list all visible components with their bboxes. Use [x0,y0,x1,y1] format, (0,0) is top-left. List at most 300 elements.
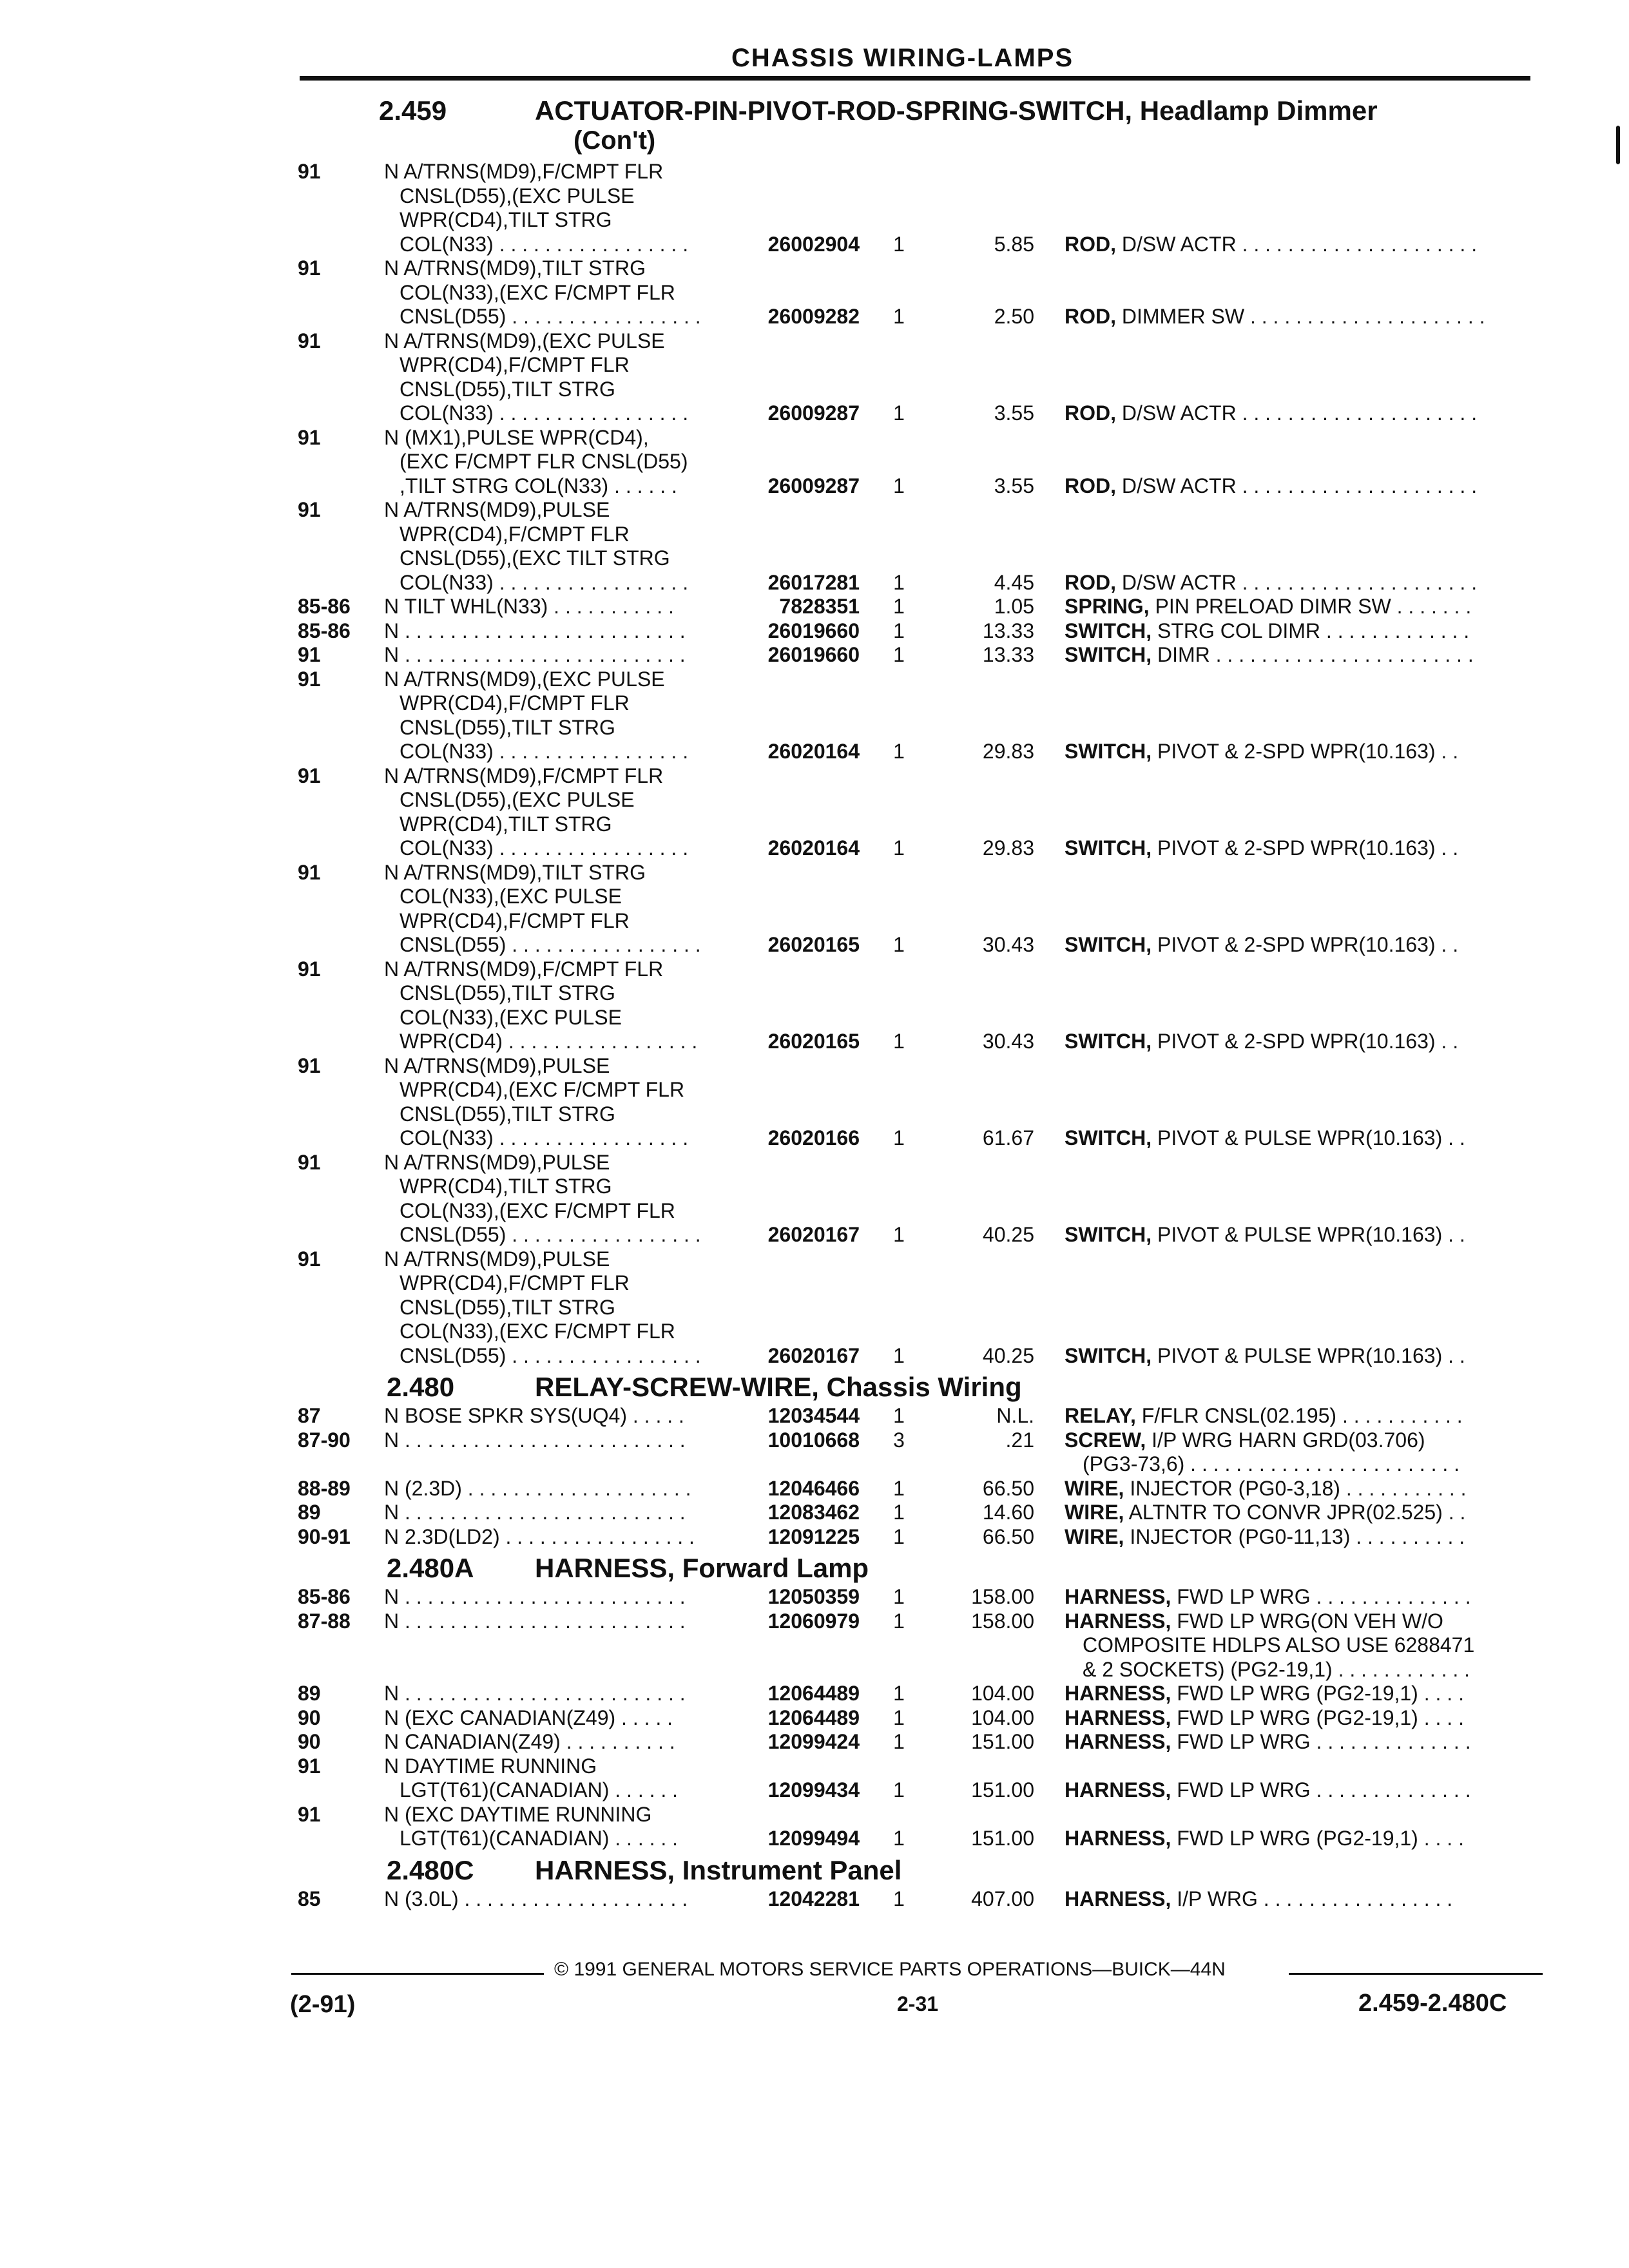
row-year: 90 [298,1706,321,1729]
row-price: 104.00 [971,1682,1034,1705]
row-note: CNSL(D55),TILT STRG [400,1295,615,1319]
table-row [0,1173,1629,1198]
row-part-number: 26019660 [767,619,860,642]
row-part-number: 12046466 [767,1476,860,1500]
row-note: N . . . . . . . . . . . . . . . . . . . . . . . . . [384,643,686,666]
table-row [0,400,1629,425]
table-row [0,1802,1629,1826]
row-part-number: 26009287 [767,401,860,425]
section-title [535,1553,869,1584]
row-note: N A/TRNS(MD9),PULSE [384,498,610,521]
row-quantity: 1 [893,1524,905,1548]
row-description-text: DIMMER SW . . . . . . . . . . . . . . . . . . . . . [1116,305,1485,328]
table-row [0,811,1629,836]
table-row [0,618,1629,642]
row-description [1065,571,1528,595]
row-description-bold: ROD, [1065,401,1116,425]
row-description-bold: SWITCH, [1065,1223,1152,1246]
table-row [0,1246,1629,1271]
row-note: N BOSE SPKR SYS(UQ4) . . . . . [384,1404,684,1427]
section-number: 2.480A [387,1553,474,1583]
row-note: N A/TRNS(MD9),(EXC PULSE [384,329,665,352]
row-year: 87-90 [298,1428,351,1452]
row-description [1065,1778,1528,1802]
row-description [1065,1126,1528,1150]
row-price: 151.00 [971,1827,1034,1850]
row-description-text: (PG3-73,6) . . . . . . . . . . . . . . . . . . . . . . . . [1083,1452,1460,1475]
table-row [0,1657,1629,1681]
row-note: WPR(CD4),(EXC F/CMPT FLR [400,1078,685,1101]
table-row [0,1584,1629,1608]
row-price: 151.00 [971,1730,1034,1753]
row-year: 89 [298,1682,321,1705]
section-title [535,1855,901,1886]
table-row [0,1222,1629,1246]
row-year: 91 [298,1150,321,1174]
section-subtitle-row [0,126,1629,159]
row-description [1065,933,1528,957]
table-row [0,932,1629,956]
row-description-bold: RELAY, [1065,1404,1136,1427]
table-row [0,690,1629,715]
footer-rule-left [291,1973,544,1975]
footer-page-number: 2-31 [897,1992,939,2015]
table-row [0,1053,1629,1077]
row-quantity: 1 [893,401,905,425]
table-row [0,570,1629,594]
row-part-number: 26020164 [767,740,860,763]
section-title-bold: HARNESS, [535,1553,675,1583]
table-row [0,1343,1629,1367]
row-note: N (EXC CANADIAN(Z49) . . . . . [384,1706,673,1729]
row-description-text: FWD LP WRG (PG2-19,1) . . . . [1171,1827,1464,1850]
row-description [1065,1730,1528,1754]
row-description [1083,1658,1528,1682]
row-note: (EXC F/CMPT FLR CNSL(D55) [400,450,688,473]
row-description [1065,740,1528,764]
row-description-text: D/SW ACTR . . . . . . . . . . . . . . . . . . . . . [1116,232,1478,256]
row-price: 14.60 [982,1501,1034,1524]
table-row [0,1608,1629,1633]
row-note: COL(N33),(EXC PULSE [400,885,622,908]
table-row [0,1777,1629,1802]
row-description-bold: SCREW, [1065,1428,1146,1452]
row-price: 151.00 [971,1778,1034,1802]
row-description-text: FWD LP WRG (PG2-19,1) . . . . [1171,1682,1464,1705]
table-row [0,159,1629,183]
row-description [1065,1501,1528,1524]
row-quantity: 1 [893,595,905,618]
row-description-text: PIVOT & PULSE WPR(10.163) . . [1152,1343,1465,1367]
row-part-number: 26009282 [767,305,860,328]
row-note: N TILT WHL(N33) . . . . . . . . . . . [384,595,674,618]
row-description-text: FWD LP WRG (PG2-19,1) . . . . [1171,1706,1464,1729]
row-quantity: 1 [893,1501,905,1524]
row-description [1065,643,1528,667]
row-quantity: 1 [893,1730,905,1753]
row-price: N.L. [996,1404,1034,1427]
row-quantity: 1 [893,570,905,594]
row-note: N (2.3D) . . . . . . . . . . . . . . . . . . . . [384,1476,691,1500]
row-note: COL(N33),(EXC PULSE [400,1005,622,1029]
row-note: N . . . . . . . . . . . . . . . . . . . . . . . . . [384,1682,686,1705]
row-note: N . . . . . . . . . . . . . . . . . . . . . . . . . [384,1609,686,1633]
row-note: CNSL(D55),(EXC PULSE [400,788,635,811]
row-description-text: D/SW ACTR . . . . . . . . . . . . . . . . . . . . . [1116,474,1478,497]
row-quantity: 1 [893,1682,905,1705]
table-row [0,1198,1629,1222]
footer-rule-right [1289,1973,1543,1975]
row-description-bold: WIRE, [1065,1476,1124,1500]
row-description-bold: SWITCH, [1065,619,1152,642]
parts-list [0,90,1629,1910]
row-part-number: 12099494 [767,1827,860,1850]
row-note: N . . . . . . . . . . . . . . . . . . . . . . . . . [384,619,686,642]
row-note: WPR(CD4),F/CMPT FLR [400,691,630,715]
row-price: 407.00 [971,1887,1034,1910]
row-description [1065,1682,1528,1706]
row-note: N A/TRNS(MD9),F/CMPT FLR [384,957,664,981]
row-description-bold: HARNESS, [1065,1887,1171,1910]
row-note: WPR(CD4),F/CMPT FLR [400,522,630,546]
row-description [1065,1585,1528,1609]
table-row [0,231,1629,256]
row-quantity: 1 [893,1404,905,1427]
row-price: 40.25 [982,1223,1034,1246]
table-row [0,787,1629,811]
row-price: 40.25 [982,1343,1034,1367]
row-description [1065,836,1528,860]
row-year: 91 [298,643,321,666]
row-note: CNSL(D55),TILT STRG [400,1102,615,1126]
row-quantity: 1 [893,619,905,642]
row-note: COL(N33) . . . . . . . . . . . . . . . . . [400,570,689,594]
table-row [0,1403,1629,1427]
row-year: 89 [298,1501,321,1524]
row-description-text: STRG COL DIMR . . . . . . . . . . . . . [1152,619,1470,642]
row-note: WPR(CD4),TILT STRG [400,208,612,231]
row-year: 87-88 [298,1609,351,1633]
row-description-bold: SWITCH, [1065,933,1152,956]
row-description-bold: HARNESS, [1065,1609,1171,1633]
row-price: 158.00 [971,1609,1034,1633]
row-part-number: 12034544 [767,1404,860,1427]
row-note: COL(N33),(EXC F/CMPT FLR [400,1198,675,1222]
table-row [0,1004,1629,1029]
section-title [535,1372,1022,1403]
table-row [0,255,1629,280]
section-heading [0,90,1629,126]
row-description-bold: SWITCH, [1065,836,1152,860]
row-year: 88-89 [298,1476,351,1500]
row-year: 91 [298,1754,321,1778]
row-price: 1.05 [994,595,1034,618]
row-description-bold: ROD, [1065,232,1116,256]
table-row [0,207,1629,231]
table-row [0,642,1629,666]
section-title [535,95,1378,126]
table-row [0,1028,1629,1053]
row-description [1065,1610,1528,1633]
row-note: N . . . . . . . . . . . . . . . . . . . . . . . . . [384,1428,686,1452]
table-row [0,1825,1629,1850]
row-description-bold: SWITCH, [1065,643,1152,666]
table-row [0,545,1629,570]
row-description-text: FWD LP WRG(ON VEH W/O [1171,1609,1443,1633]
row-part-number: 12064489 [767,1682,860,1705]
row-description-text: PIN PRELOAD DIMR SW . . . . . . . [1149,595,1472,618]
row-quantity: 1 [893,933,905,956]
row-year: 91 [298,667,321,691]
row-note: CNSL(D55),TILT STRG [400,981,615,1004]
table-row [0,1318,1629,1343]
row-note: N A/TRNS(MD9),PULSE [384,1150,610,1174]
table-row [0,183,1629,207]
row-quantity: 1 [893,305,905,328]
section-heading [0,1367,1629,1403]
row-description-bold: ROD, [1065,305,1116,328]
row-description-text: I/P WRG HARN GRD(03.706) [1146,1428,1425,1452]
row-price: 3.55 [994,474,1034,497]
row-note: N A/TRNS(MD9),F/CMPT FLR [384,764,664,787]
row-part-number: 26020167 [767,1343,860,1367]
table-row [0,666,1629,691]
section-title-bold: RELAY-SCREW-WIRE, [535,1372,819,1402]
footer-section-range: 2.459-2.480C [1358,1990,1507,2017]
row-note: LGT(T61)(CANADIAN) . . . . . . [400,1827,679,1850]
row-description [1065,1827,1528,1850]
table-row [0,763,1629,787]
row-note: WPR(CD4),TILT STRG [400,812,612,836]
table-row [0,908,1629,932]
footer-date: (2-91) [290,1991,356,2018]
section-title-rest: Headlamp Dimmer [1132,95,1378,126]
row-price: 2.50 [994,305,1034,328]
row-quantity: 1 [893,836,905,860]
table-row [0,448,1629,473]
table-row [0,1499,1629,1524]
row-note: N . . . . . . . . . . . . . . . . . . . . . . . . . [384,1501,686,1524]
section-heading [0,1548,1629,1584]
row-description [1065,474,1528,498]
row-price: 104.00 [971,1706,1034,1729]
table-row [0,1524,1629,1548]
table-row [0,1077,1629,1101]
row-part-number: 26020165 [767,933,860,956]
row-part-number: 26020164 [767,836,860,860]
row-year: 91 [298,425,321,449]
row-description-bold: HARNESS, [1065,1585,1171,1608]
section-title-bold: HARNESS, [535,1854,675,1885]
row-description-text: PIVOT & PULSE WPR(10.163) . . [1152,1223,1465,1246]
table-row [0,280,1629,304]
table-row [0,1729,1629,1753]
footer-copyright: © 1991 GENERAL MOTORS SERVICE PARTS OPERATIONS—BUICK—44N [554,1959,1226,1980]
row-part-number: 12099424 [767,1730,860,1753]
table-row [0,860,1629,884]
row-note: COL(N33) . . . . . . . . . . . . . . . . . [400,401,689,425]
table-row [0,1886,1629,1910]
row-description-bold: HARNESS, [1065,1827,1171,1850]
table-row [0,328,1629,352]
table-row [0,1451,1629,1475]
row-year: 91 [298,860,321,884]
row-year: 91 [298,1053,321,1077]
row-description-bold: HARNESS, [1065,1706,1171,1729]
row-description [1065,305,1528,329]
row-year: 91 [298,1802,321,1826]
section-title-rest: Chassis Wiring [818,1372,1022,1402]
row-note: N (3.0L) . . . . . . . . . . . . . . . . . . . . [384,1887,688,1910]
row-quantity: 1 [893,1609,905,1633]
row-note: WPR(CD4),F/CMPT FLR [400,353,630,376]
row-price: 4.45 [994,570,1034,594]
row-quantity: 1 [893,1887,905,1910]
row-part-number: 12091225 [767,1524,860,1548]
row-note: N A/TRNS(MD9),F/CMPT FLR [384,160,664,183]
row-note: N A/TRNS(MD9),(EXC PULSE [384,667,665,691]
table-row [0,352,1629,376]
row-note: CNSL(D55) . . . . . . . . . . . . . . . . . [400,933,701,956]
row-note: N A/TRNS(MD9),TILT STRG [384,860,646,884]
row-description-text: INJECTOR (PG0-11,13) . . . . . . . . . . [1124,1524,1465,1548]
row-note: COL(N33) . . . . . . . . . . . . . . . . . [400,836,689,860]
section-number: 2.480C [387,1854,474,1885]
row-note: CNSL(D55),TILT STRG [400,377,615,401]
row-note: N 2.3D(LD2) . . . . . . . . . . . . . . . . . [384,1524,695,1548]
row-note: ,TILT STRG COL(N33) . . . . . . [400,474,677,497]
row-note: WPR(CD4),TILT STRG [400,1175,612,1198]
row-quantity: 1 [893,643,905,666]
row-description-text: DIMR . . . . . . . . . . . . . . . . . . . . . . . [1152,643,1474,666]
row-price: 30.43 [982,933,1034,956]
row-price: 66.50 [982,1524,1034,1548]
row-description [1065,233,1528,256]
row-quantity: 1 [893,232,905,256]
row-note: CNSL(D55),TILT STRG [400,715,615,739]
row-note: CNSL(D55) . . . . . . . . . . . . . . . . . [400,305,701,328]
row-note: N A/TRNS(MD9),TILT STRG [384,256,646,280]
table-row [0,1427,1629,1452]
row-description-bold: SWITCH, [1065,1030,1152,1053]
row-price: 61.67 [982,1126,1034,1149]
row-description-text: PIVOT & 2-SPD WPR(10.163) . . [1152,1030,1459,1053]
row-price: 5.85 [994,232,1034,256]
row-note: WPR(CD4),F/CMPT FLR [400,1271,630,1294]
table-row [0,980,1629,1004]
row-quantity: 1 [893,1706,905,1729]
row-part-number: 26020166 [767,1126,860,1149]
row-part-number: 12064489 [767,1706,860,1729]
row-year: 91 [298,498,321,521]
row-price: 29.83 [982,836,1034,860]
table-row [0,376,1629,401]
row-note: N A/TRNS(MD9),PULSE [384,1247,610,1271]
table-row [0,1101,1629,1126]
row-year: 91 [298,256,321,280]
section-subtitle: (Con't) [574,126,656,155]
row-description [1065,1344,1528,1368]
table-row [0,497,1629,521]
row-note: COL(N33),(EXC F/CMPT FLR [400,1320,675,1343]
row-note: N CANADIAN(Z49) . . . . . . . . . . [384,1730,675,1753]
row-note: WPR(CD4) . . . . . . . . . . . . . . . . . [400,1030,698,1053]
row-year: 85-86 [298,595,351,618]
row-description-text: COMPOSITE HDLPS ALSO USE 6288471 [1083,1633,1475,1657]
row-part-number: 12042281 [767,1887,860,1910]
table-row [0,715,1629,739]
row-note: CNSL(D55),(EXC TILT STRG [400,546,670,570]
table-row [0,738,1629,763]
row-note: COL(N33) . . . . . . . . . . . . . . . . . [400,740,689,763]
row-description-bold: WIRE, [1065,1524,1124,1548]
row-description-text: ALTNTR TO CONVR JPR(02.525) . . [1124,1501,1466,1524]
row-note: N DAYTIME RUNNING [384,1754,597,1778]
row-quantity: 1 [893,1030,905,1053]
row-price: 29.83 [982,740,1034,763]
row-note: WPR(CD4),F/CMPT FLR [400,908,630,932]
table-row [0,473,1629,497]
row-quantity: 1 [893,1827,905,1850]
table-row [0,425,1629,449]
row-description [1065,595,1528,619]
row-note: COL(N33) . . . . . . . . . . . . . . . . . [400,232,689,256]
row-year: 85-86 [298,619,351,642]
row-description [1065,1428,1528,1452]
section-heading [0,1850,1629,1886]
row-description [1083,1633,1528,1657]
section-number: 2.480 [387,1372,455,1402]
row-note: LGT(T61)(CANADIAN) . . . . . . [400,1778,679,1802]
row-price: 158.00 [971,1585,1034,1608]
row-quantity: 3 [893,1428,905,1452]
row-description-bold: SWITCH, [1065,740,1152,763]
row-quantity: 1 [893,1778,905,1802]
row-description-text: D/SW ACTR . . . . . . . . . . . . . . . . . . . . . [1116,401,1478,425]
table-row [0,835,1629,860]
table-row [0,521,1629,546]
table-row [0,1680,1629,1705]
row-part-number: 12099434 [767,1778,860,1802]
row-description-text: INJECTOR (PG0-3,18) . . . . . . . . . . . [1124,1476,1467,1500]
row-description [1065,1404,1528,1428]
row-description-bold: SPRING, [1065,595,1150,618]
page-header [300,24,1530,81]
row-year: 91 [298,160,321,183]
row-description [1065,1887,1528,1911]
row-note: CNSL(D55),(EXC PULSE [400,184,635,207]
section-title-rest: Forward Lamp [675,1553,869,1583]
row-note: N A/TRNS(MD9),PULSE [384,1053,610,1077]
row-price: .21 [1005,1428,1034,1452]
row-description-text: FWD LP WRG . . . . . . . . . . . . . . [1171,1730,1471,1753]
row-description-bold: HARNESS, [1065,1682,1171,1705]
row-year: 91 [298,1247,321,1271]
row-part-number: 26017281 [767,570,860,594]
table-row [0,1149,1629,1174]
row-description-text: PIVOT & 2-SPD WPR(10.163) . . [1152,933,1459,956]
table-row [0,303,1629,328]
row-part-number: 26020167 [767,1223,860,1246]
table-row [0,1632,1629,1657]
row-description [1065,619,1528,643]
row-part-number: 26019660 [767,643,860,666]
row-description [1065,1706,1528,1730]
row-description-text: F/FLR CNSL(02.195) . . . . . . . . . . . [1135,1404,1463,1427]
table-row [0,593,1629,618]
row-note: N (EXC DAYTIME RUNNING [384,1802,652,1826]
row-quantity: 1 [893,1223,905,1246]
